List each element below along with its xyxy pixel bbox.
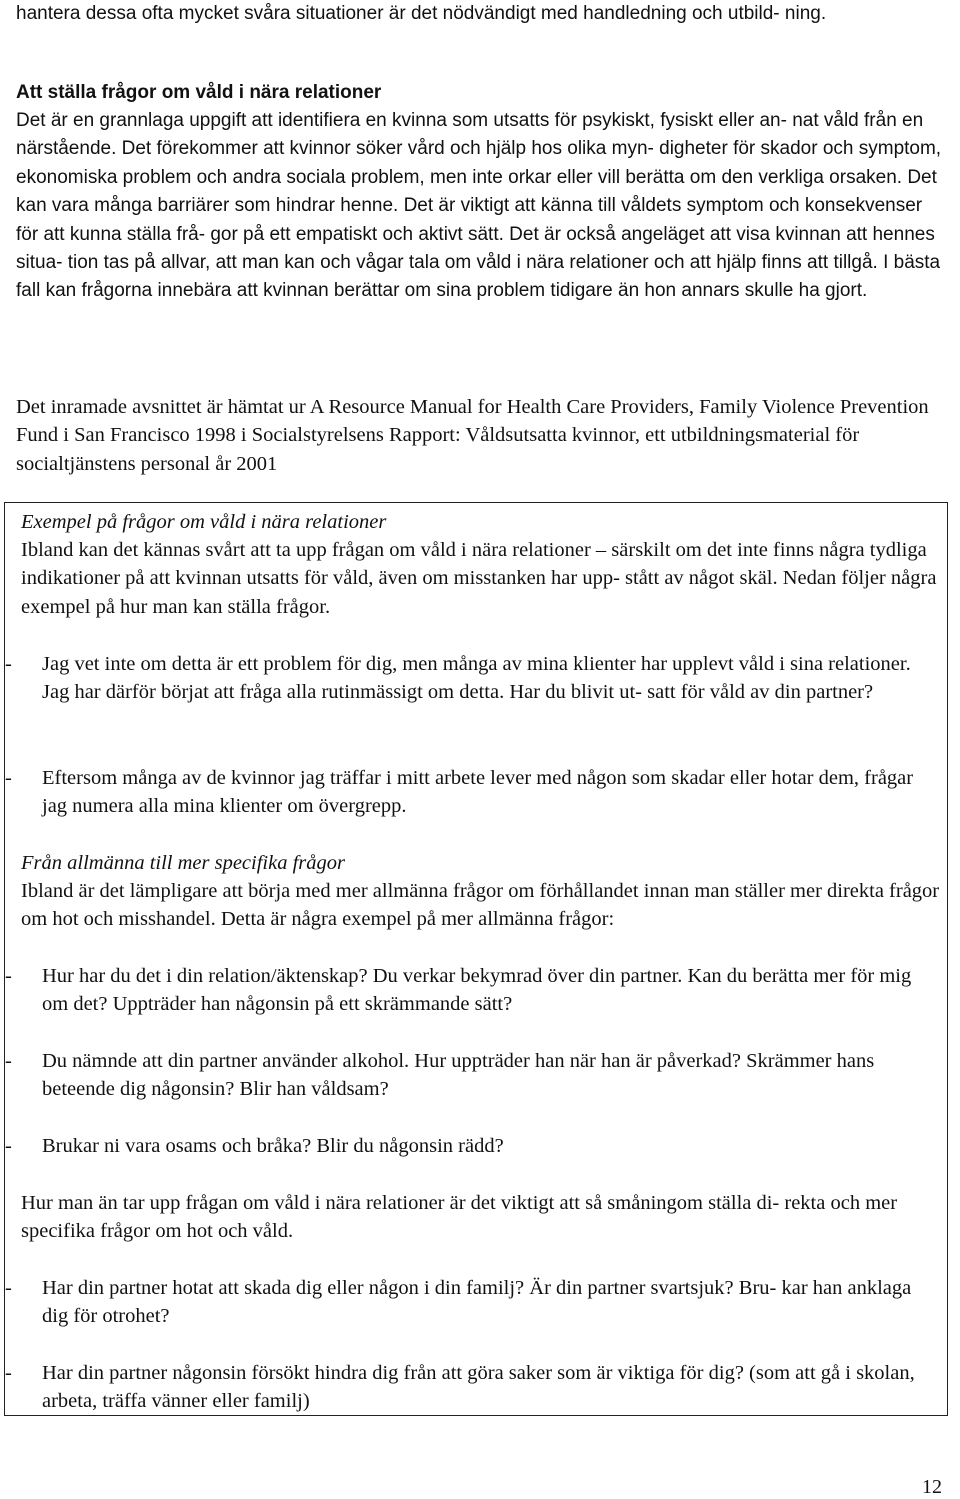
general-heading: Från allmänna till mer specifika frågor — [21, 852, 345, 874]
list-item: Du nämnde att din partner använder alkohol. Hur uppträder han när han är påverkad? Skrämmer hans beteende dig någonsin? Blir han våldsam? — [42, 1050, 875, 1101]
section-heading: Att ställa frågor om våld i nära relationer — [16, 82, 382, 103]
list-dash: - — [5, 1362, 12, 1384]
list-item: Brukar ni vara osams och bråka? Blir du någonsin rädd? — [42, 1135, 504, 1157]
specific-intro: Hur man än tar upp frågan om våld i nära relationer är det viktigt att så småningom ställa di- rekta och mer specifika frågor om hot och våld. — [21, 1192, 898, 1243]
list-dash: - — [5, 1050, 12, 1072]
list-item: Jag vet inte om detta är ett problem för dig, men många av mina klienter har upplevt våld i sina relationer. Jag har därför börjat att fråga alla rutinmässigt om detta. Har du blivit ut- satt för våld av din partner? — [42, 653, 911, 704]
list-dash: - — [5, 965, 12, 987]
list-item: Har din partner någonsin försökt hindra dig från att göra saker som är viktiga för dig? (som att gå i skolan, arbeta, träffa vänner eller familj) — [42, 1362, 915, 1413]
list-dash: - — [5, 653, 12, 675]
list-item: Eftersom många av de kvinnor jag träffar i mitt arbete lever med någon som skadar eller hotar dem, frågar jag numera alla mina klienter om övergrepp. — [42, 767, 914, 818]
list-dash: - — [5, 1277, 12, 1299]
examples-heading: Exempel på frågor om våld i nära relationer — [21, 511, 387, 533]
examples-intro: Ibland kan det kännas svårt att ta upp frågan om våld i nära relationer – särskilt om det inte finns några tydliga indikationer på att kvinnan utsatts för våld, även om misstanken har upp- stått av något skäl. Nedan följer några exempel på hur man kan ställa frågor. — [21, 539, 937, 618]
list-item: Hur har du det i din relation/äktenskap? Du verkar bekymrad över din partner. Kan du berätta mer för mig om det? Uppträder han någonsin på ett skrämmande sätt? — [42, 965, 912, 1016]
intro-fragment: hantera dessa ofta mycket svåra situationer är det nödvändigt med handledning och utbild- ning. — [16, 3, 827, 24]
framed-excerpt-box — [4, 502, 948, 1416]
section-paragraph: Det är en grannlaga uppgift att identifiera en kvinna som utsatts för psykiskt, fysiskt eller an- nat våld från en närstående. Det förekommer att kvinnor söker vård och hjälp hos olika myn- digheter för skador och symptom, ekonomiska problem och andra sociala problem, men inte orkar eller vill berätta om den verkliga orsaken. Det kan vara många barriärer som hindrar henne. Det är viktigt att känna till våldets symptom och konsekvenser för att kunna ställa frå- gor på ett empatiskt och aktivt sätt. Det är också angeläget att visa kvinnan att hennes situa- tion tas på allvar, att man kan och vågar tala om våld i nära relationer och att hjälp finns att tillgå. I bästa fall kan frågorna innebära att kvinnan berättar om sina problem tidigare än hon annars skulle ha gjort. — [16, 110, 942, 302]
source-note: Det inramade avsnittet är hämtat ur A Resource Manual for Health Care Providers, Family Violence Prevention Fund i San Francisco 1998 i Socialstyrelsens Rapport: Våldsutsatta kvinnor, ett utbildningsmaterial för socialtjänstens personal år 2001 — [16, 396, 929, 475]
page-number: 12 — [922, 1476, 942, 1498]
list-item: Har din partner hotat att skada dig eller någon i din familj? Är din partner svartsjuk? Bru- kar han anklaga dig för otrohet? — [42, 1277, 912, 1328]
list-dash: - — [5, 767, 12, 789]
general-intro: Ibland är det lämpligare att börja med mer allmänna frågor om förhållandet innan man ställer mer direkta frågor om hot och misshandel. Detta är några exempel på mer allmänna frågor: — [21, 880, 940, 931]
list-dash: - — [5, 1135, 12, 1157]
